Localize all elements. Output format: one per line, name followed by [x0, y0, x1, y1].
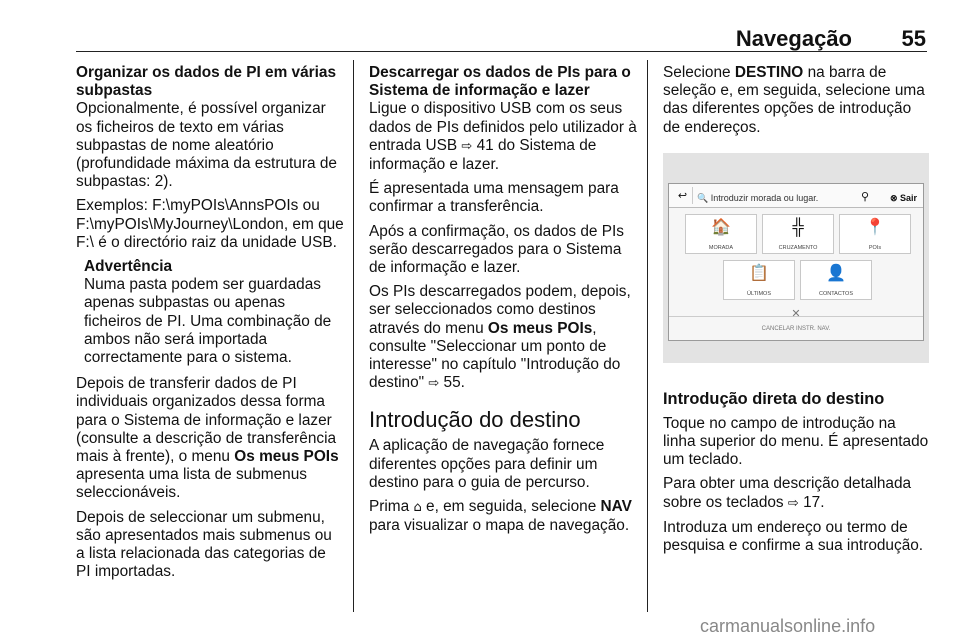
paragraph — [369, 100, 637, 174]
paragraph: Introduza um endereço ou termo de pesquisa e confirme a sua introdução. — [663, 518, 924, 555]
infotainment-screen — [668, 183, 924, 341]
section-heading: Descarregar os dados de PIs para o Sistema de informação e lazer — [369, 64, 631, 100]
paragraph — [369, 498, 637, 535]
watermark: carmanualsonline.info — [700, 616, 876, 636]
paragraph: Depois de seleccionar um submenu, são apresentados mais submenus ou a lista relacionada das categorias de PI importadas. — [76, 508, 332, 581]
tile-contacts[interactable] — [800, 260, 872, 300]
exit-label: Sair — [899, 192, 917, 203]
close-icon: ✕ — [791, 307, 801, 320]
text-span: e, em seguida, selecione — [421, 498, 601, 516]
intersection-icon: ╬ — [792, 218, 804, 236]
header-divider — [76, 51, 927, 52]
tile-label: CRUZAMENTO — [778, 244, 818, 251]
tile-label: CONTACTOS — [818, 290, 854, 297]
text-span: Depois de transferir dados de PI individuais organizados dessa forma para o Sistema de informação e lazer (consulte a descrição de transferência mais à frente), o menu — [76, 375, 337, 466]
tile-label: ÚLTIMOS — [746, 290, 772, 297]
paragraph: Exemplos: F:\myPOIs\AnnsPOIs ou F:\myPOIs\MyJourney\London, em que F:\ é o directório raiz da unidade USB. — [76, 197, 344, 251]
paragraph: Após a confirmação, os dados de PIs serão descarregados para o Sistema de informação e lazer. — [369, 222, 624, 277]
text-span: Ligue o dispositivo USB com os seus dados de PIs definidos pelo utilizador à entrada USB — [369, 100, 637, 154]
tile-label: POIs — [868, 244, 882, 251]
tile-intersection[interactable] — [762, 214, 834, 254]
text-span: para visualizar o mapa de navegação. — [369, 517, 630, 535]
page-header — [76, 10, 926, 50]
section-heading: Organizar os dados de PI em várias subpastas — [76, 64, 337, 100]
text-span: Prima — [369, 498, 414, 516]
cancel-label: CANCELAR INSTR. NAV. — [761, 325, 831, 332]
text-span: Selecione — [663, 64, 735, 81]
search-field[interactable] — [697, 189, 818, 207]
menu-name: Os meus POIs — [487, 319, 593, 337]
menu-name: NAV — [600, 498, 632, 516]
warning-note — [76, 258, 344, 367]
note-text: Numa pasta podem ser guardadas apenas subpastas ou apenas ficheiros de PI. Uma combinação de ambos não será importada correctamente para o sistema. — [84, 276, 332, 367]
contact-icon: 👤 — [826, 264, 846, 282]
page-number: 55 — [901, 26, 926, 51]
tile-address[interactable] — [685, 214, 757, 254]
tile-label: MORADA — [708, 244, 734, 251]
menu-name: Os meus POIs — [234, 448, 339, 466]
text-span: na barra de seleção e, em seguida, selecione uma das diferentes opções de introdução de endereços. — [663, 64, 925, 136]
paragraph: É apresentada uma mensagem para confirmar a transferência. — [369, 180, 619, 216]
page-ref-arrow-icon: ⇨ — [787, 495, 799, 511]
exit-button[interactable]: ⊗ Sair — [889, 192, 917, 203]
home-icon: ⌂ — [413, 500, 422, 516]
paragraph — [663, 475, 929, 512]
note-title: Advertência — [84, 258, 173, 276]
paragraph: Toque no campo de introdução na linha superior do menu. É apresentado um teclado. — [663, 414, 929, 469]
page-ref-arrow-icon: ⇨ — [461, 138, 473, 154]
text-span: 41 do Sistema de informação e lazer. — [369, 136, 597, 174]
paragraph — [663, 64, 929, 137]
menu-name: DESTINO — [734, 64, 804, 81]
pin-icon: 📍 — [865, 218, 885, 236]
text-span: 17. — [798, 493, 825, 511]
search-label: Introduzir morada ou lugar. — [710, 192, 819, 203]
column-3 — [663, 64, 929, 561]
text-span: apresenta uma lista de submenus seleccionáveis. — [76, 466, 307, 502]
house-icon: 🏠 — [711, 218, 731, 236]
paragraph: Opcionalmente, é possível organizar os ficheiros de texto em várias subpastas de nome aleatório (profundidade máxima da estrutura de subpastas: 2). — [76, 100, 337, 191]
section-heading: Introdução direta do destino — [663, 389, 885, 408]
paragraph: A aplicação de navegação fornece diferentes opções para definir um destino para o guia de percurso. — [369, 437, 605, 491]
cancel-nav-button[interactable] — [669, 308, 923, 338]
column-divider — [647, 60, 648, 612]
top-bar — [669, 184, 923, 208]
back-icon[interactable]: ↩ — [673, 187, 693, 204]
chapter-heading: Introdução do destino — [369, 407, 581, 433]
column-1 — [76, 64, 344, 587]
text-span: , consulte "Seleccionar um ponto de interesse" no capítulo "Introdução do destino" — [369, 319, 621, 392]
paragraph — [369, 283, 637, 393]
text-span: Para obter uma descrição detalhada sobre os teclados — [663, 475, 912, 511]
page-title: Navegação — [735, 26, 852, 51]
column-2 — [369, 64, 637, 541]
paragraph — [76, 375, 344, 502]
recent-list-icon: 📋 — [749, 264, 769, 282]
nav-screen-figure — [663, 153, 929, 363]
text-span: 55. — [439, 374, 465, 392]
column-divider — [353, 60, 354, 612]
tile-recent[interactable] — [723, 260, 795, 300]
search-icon: 🔍 — [697, 192, 709, 203]
page-ref-arrow-icon: ⇨ — [428, 376, 440, 392]
tile-pois[interactable] — [839, 214, 911, 254]
text-span: Os PIs descarregados podem, depois, ser seleccionados como destinos através do menu — [369, 283, 631, 337]
voice-icon[interactable]: ⚲ — [860, 190, 869, 203]
